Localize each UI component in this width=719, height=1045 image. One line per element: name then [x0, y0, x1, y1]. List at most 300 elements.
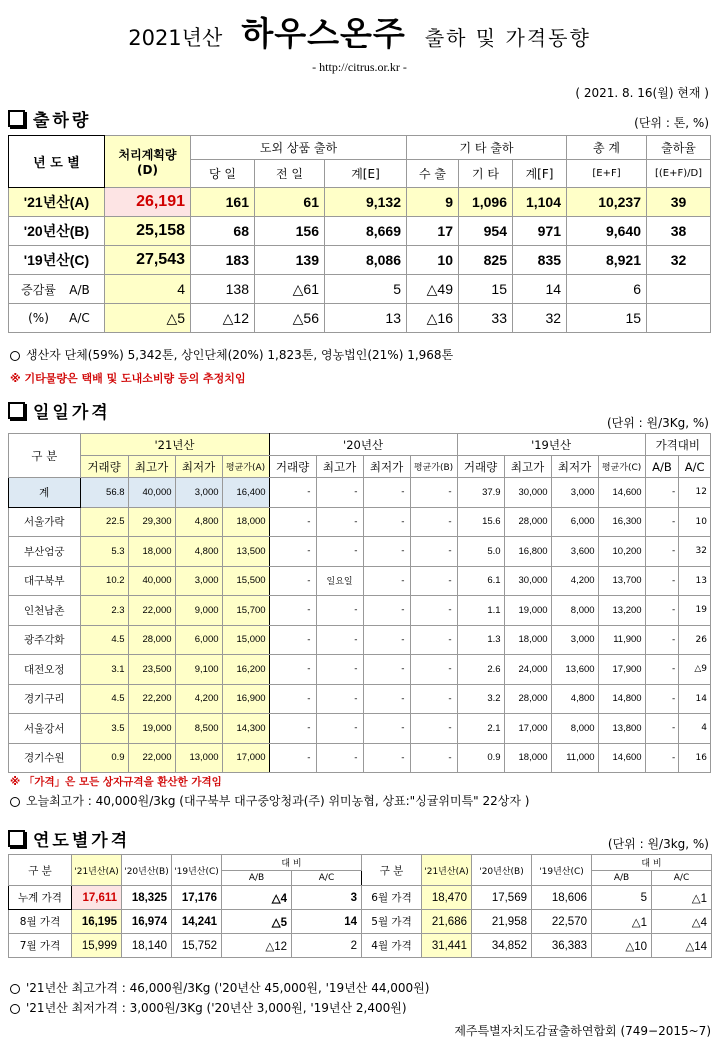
price-cell: -: [316, 714, 363, 744]
price-cell: 11,900: [598, 625, 645, 655]
header-avg-a: 평균가(A): [222, 456, 269, 478]
table-row: [9, 910, 712, 934]
price-cell: 10.2: [80, 566, 128, 596]
price-cell: -: [363, 684, 410, 714]
price-cell: 18,000: [128, 537, 175, 567]
price-cell: 3,000: [175, 566, 222, 596]
table-row: [9, 304, 711, 333]
price-note: ※ 「가격」은 모든 상자규격을 환산한 가격임: [10, 776, 222, 788]
price-cell: -: [645, 684, 679, 714]
price-cell: -: [269, 684, 316, 714]
price-cell: -: [645, 655, 679, 685]
day-cell: △12: [191, 304, 255, 333]
price-cell: 19,000: [128, 714, 175, 744]
rate-cell: 38: [647, 217, 711, 246]
table-row: [9, 655, 711, 685]
diff-label: 증감률 A/B: [9, 275, 105, 304]
day-cell: 138: [191, 275, 255, 304]
rate-cell: 32: [647, 246, 711, 275]
table-row: [9, 886, 712, 910]
price-cell: -: [316, 655, 363, 685]
price-cell: 18,000: [504, 625, 551, 655]
title-year: 2021년산: [128, 26, 223, 50]
price-cell: △14: [652, 934, 712, 958]
price-cell: 21,686: [422, 910, 472, 934]
price-cell: 21,958: [472, 910, 532, 934]
report-date: ( 2021. 8. 16(월) 현재 ): [575, 86, 709, 100]
price-cell: -: [316, 507, 363, 537]
daily-price-unit: (단위 : 원/3Kg, %): [606, 416, 709, 430]
header-avg-c: 평균가(C): [598, 456, 645, 478]
export-cell: 10: [407, 246, 459, 275]
sum-e-cell: 9,132: [325, 188, 407, 217]
price-cell: -: [363, 743, 410, 773]
price-cell: 1.1: [457, 596, 504, 626]
price-cell: 12: [679, 478, 711, 508]
price-cell: 2: [292, 934, 362, 958]
price-cell: 5: [592, 886, 652, 910]
shipment-table: [8, 135, 711, 333]
row-label: 계: [9, 478, 81, 508]
row-label: '19년산(C): [9, 246, 105, 275]
row-label: '20년산(B): [9, 217, 105, 246]
price-cell: 32: [679, 537, 711, 567]
today-max-note: 오늘최고가 : 40,000원/3kg (대구북부 대구중앙청과(주) 위미농협, 상표:"싱귤위미특" 22상자 ): [10, 792, 529, 809]
price-cell: 17,176: [172, 886, 222, 910]
total-cell: 9,640: [567, 217, 647, 246]
price-cell: 34,852: [472, 934, 532, 958]
header-ab: A/B: [592, 871, 652, 886]
header-other: 기 타 출하: [407, 136, 567, 160]
url-text: - http://citrus.or.kr -: [312, 60, 407, 74]
estimate-note: ※ 기타물량은 택배 및 도내소비량 등의 추정치임: [10, 372, 246, 385]
price-cell: 4,800: [175, 537, 222, 567]
price-cell: -: [316, 625, 363, 655]
row-label: 4월 가격: [362, 934, 422, 958]
prev-cell: △56: [255, 304, 325, 333]
day-cell: 183: [191, 246, 255, 275]
price-cell: -: [269, 566, 316, 596]
price-cell: 18,606: [532, 886, 592, 910]
sum-e-cell: 13: [325, 304, 407, 333]
header-y19: '19년산(C): [172, 855, 222, 886]
header-cmp: 가격대비: [645, 434, 710, 456]
header-hi: 최고가: [504, 456, 551, 478]
price-cell: 3.2: [457, 684, 504, 714]
circle-bullet-icon: [10, 1004, 20, 1014]
price-cell: 36,383: [532, 934, 592, 958]
header-lo: 최저가: [175, 456, 222, 478]
header-ac: A/C: [679, 456, 711, 478]
price-cell: 9,000: [175, 596, 222, 626]
price-cell: 14,241: [172, 910, 222, 934]
total-cell: 6: [567, 275, 647, 304]
prev-cell: △61: [255, 275, 325, 304]
price-cell: 19: [679, 596, 711, 626]
sum-e-cell: 8,086: [325, 246, 407, 275]
header-vol: 거래량: [457, 456, 504, 478]
header-prev: 전 일: [255, 160, 325, 188]
price-cell: 17,000: [504, 714, 551, 744]
price-cell: 16,900: [222, 684, 269, 714]
price-cell: 2.6: [457, 655, 504, 685]
price-cell: 13,600: [551, 655, 598, 685]
price-cell: 2.1: [457, 714, 504, 744]
price-cell: -: [316, 596, 363, 626]
price-cell: 40,000: [128, 566, 175, 596]
etc-cell: 825: [459, 246, 513, 275]
sum-f-cell: 14: [513, 275, 567, 304]
price-cell: △5: [222, 910, 292, 934]
price-cell: 30,000: [504, 478, 551, 508]
header-y21: '21년산: [80, 434, 269, 456]
price-cell: 5.3: [80, 537, 128, 567]
price-cell: 16,974: [122, 910, 172, 934]
table-row: [9, 537, 711, 567]
price-cell: 14,600: [598, 478, 645, 508]
row-label: 인천남촌: [9, 596, 81, 626]
header-y20: '20년산(B): [472, 855, 532, 886]
price-cell: 28,000: [128, 625, 175, 655]
price-cell: △4: [222, 886, 292, 910]
header-sum-e: 계[E]: [325, 160, 407, 188]
header-ab: A/B: [222, 871, 292, 886]
price-cell: 11,000: [551, 743, 598, 773]
header-outside: 도외 상품 출하: [191, 136, 407, 160]
producer-note: 생산자 단체(59%) 5,342톤, 상인단체(20%) 1,823톤, 영농법인(21%) 1,968톤: [10, 346, 453, 363]
plan-cell: 4: [105, 275, 191, 304]
price-cell: 2.3: [80, 596, 128, 626]
checkbox-square-icon: [8, 830, 25, 847]
yearly-price-unit: (단위 : 원/3kg, %): [607, 837, 709, 851]
export-cell: 17: [407, 217, 459, 246]
header-y19: '19년산(C): [532, 855, 592, 886]
price-cell: 10: [679, 507, 711, 537]
header-lo: 최저가: [363, 456, 410, 478]
price-cell: -: [410, 625, 457, 655]
price-cell: -: [269, 743, 316, 773]
price-cell: 24,000: [504, 655, 551, 685]
price-cell: 4.5: [80, 684, 128, 714]
section-shipment-title: 출하량: [8, 106, 91, 131]
price-cell: -: [410, 684, 457, 714]
price-cell: 14,600: [598, 743, 645, 773]
price-cell: 31,441: [422, 934, 472, 958]
price-cell: △10: [592, 934, 652, 958]
row-label: 누계 가격: [9, 886, 72, 910]
price-cell: -: [269, 714, 316, 744]
shipment-unit: (단위 : 톤, %): [634, 116, 709, 130]
diff-label: (%) A/C: [9, 304, 105, 333]
table-row: [9, 566, 711, 596]
sum-f-cell: 971: [513, 217, 567, 246]
header-day: 당 일: [191, 160, 255, 188]
price-cell: 3,600: [551, 537, 598, 567]
price-cell: 28,000: [504, 684, 551, 714]
header-hi: 최고가: [128, 456, 175, 478]
price-cell: 0.9: [457, 743, 504, 773]
header-y19: '19년산: [457, 434, 645, 456]
checkbox-square-icon: [8, 110, 25, 127]
price-cell: -: [363, 507, 410, 537]
header-rate: 출하율: [647, 136, 711, 160]
price-cell: 18,000: [504, 743, 551, 773]
table-row: [9, 217, 711, 246]
price-cell: 13,800: [598, 714, 645, 744]
price-cell: -: [269, 537, 316, 567]
price-cell: -: [269, 478, 316, 508]
rate-cell: [647, 275, 711, 304]
min-price-note: '21년산 최저가격 : 3,000원/3Kg ('20년산 3,000원, '19년산 2,400원): [10, 999, 407, 1016]
price-cell: 56.8: [80, 478, 128, 508]
price-cell: 19,000: [504, 596, 551, 626]
header-lo: 최저가: [551, 456, 598, 478]
price-cell: -: [316, 537, 363, 567]
price-cell: -: [316, 478, 363, 508]
price-cell: 3.5: [80, 714, 128, 744]
price-cell: -: [410, 537, 457, 567]
price-cell: 3.1: [80, 655, 128, 685]
table-row: [9, 188, 711, 217]
max-price-note: '21년산 최고가격 : 46,000원/3Kg ('20년산 45,000원, '19년산 44,000원): [10, 979, 429, 996]
price-cell: -: [645, 743, 679, 773]
price-cell: 37.9: [457, 478, 504, 508]
price-cell: 4,200: [175, 684, 222, 714]
day-cell: 161: [191, 188, 255, 217]
price-cell: 28,000: [504, 507, 551, 537]
plan-cell: 27,543: [105, 246, 191, 275]
table-row: [9, 684, 711, 714]
plan-cell: 26,191: [105, 188, 191, 217]
price-cell: -: [269, 596, 316, 626]
price-cell: 8,000: [551, 596, 598, 626]
header-total-sub: [E+F]: [567, 160, 647, 188]
table-row: [9, 625, 711, 655]
sum-f-cell: 32: [513, 304, 567, 333]
checkbox-square-icon: [8, 402, 25, 419]
price-cell: -: [645, 714, 679, 744]
circle-bullet-icon: [10, 351, 20, 361]
etc-cell: 1,096: [459, 188, 513, 217]
price-cell: 22,000: [128, 743, 175, 773]
header-hi: 최고가: [316, 456, 363, 478]
row-label: 경기구리: [9, 684, 81, 714]
price-cell: 5.0: [457, 537, 504, 567]
prev-cell: 156: [255, 217, 325, 246]
row-label: 5월 가격: [362, 910, 422, 934]
prev-cell: 61: [255, 188, 325, 217]
header-y21: '21년산(A): [72, 855, 122, 886]
export-cell: △16: [407, 304, 459, 333]
price-cell: 13,000: [175, 743, 222, 773]
header-y20: '20년산: [269, 434, 457, 456]
price-cell: -: [269, 625, 316, 655]
price-cell: 13,700: [598, 566, 645, 596]
price-cell: 15,000: [222, 625, 269, 655]
total-cell: 8,921: [567, 246, 647, 275]
price-cell: 1.3: [457, 625, 504, 655]
etc-cell: 15: [459, 275, 513, 304]
table-row: [9, 934, 712, 958]
title-sub: 출하 및 가격동향: [424, 26, 591, 50]
price-cell: △1: [592, 910, 652, 934]
price-cell: 15.6: [457, 507, 504, 537]
price-cell: △12: [222, 934, 292, 958]
price-cell: 3,000: [551, 625, 598, 655]
sum-e-cell: 8,669: [325, 217, 407, 246]
price-cell: 15,500: [222, 566, 269, 596]
row-label: 경기수원: [9, 743, 81, 773]
footer-org: 제주특별자치도감귤출하연합회 (749−2015~7): [454, 1024, 711, 1038]
price-cell: 3: [292, 886, 362, 910]
price-cell: 6,000: [175, 625, 222, 655]
price-cell: 16,400: [222, 478, 269, 508]
price-cell: 3,000: [551, 478, 598, 508]
header-cmp: 대 비: [222, 855, 362, 871]
price-cell: 14: [679, 684, 711, 714]
row-label: 6월 가격: [362, 886, 422, 910]
sum-e-cell: 5: [325, 275, 407, 304]
price-cell: 16,300: [598, 507, 645, 537]
section-daily-price-title: 일일가격: [8, 398, 111, 423]
day-cell: 68: [191, 217, 255, 246]
header-total: 총 계: [567, 136, 647, 160]
price-cell: 14,800: [598, 684, 645, 714]
price-cell: -: [645, 507, 679, 537]
price-cell: -: [363, 478, 410, 508]
price-cell: -: [645, 478, 679, 508]
header-sum-f: 계[F]: [513, 160, 567, 188]
price-cell: 0.9: [80, 743, 128, 773]
price-cell: 4.5: [80, 625, 128, 655]
price-cell: 10,200: [598, 537, 645, 567]
header-rate-sub: [(E+F)/D]: [647, 160, 711, 188]
price-cell: -: [410, 566, 457, 596]
total-cell: 10,237: [567, 188, 647, 217]
row-label: 8월 가격: [9, 910, 72, 934]
header-vol: 거래량: [269, 456, 316, 478]
circle-bullet-icon: [10, 984, 20, 994]
price-cell: 29,300: [128, 507, 175, 537]
price-cell: 26: [679, 625, 711, 655]
sum-f-cell: 1,104: [513, 188, 567, 217]
price-cell: 3,000: [175, 478, 222, 508]
price-cell: 40,000: [128, 478, 175, 508]
section-yearly-price-title: 연도별가격: [8, 826, 130, 851]
price-cell: -: [269, 507, 316, 537]
price-cell: △4: [652, 910, 712, 934]
price-cell: 15,999: [72, 934, 122, 958]
header-etc: 기 타: [459, 160, 513, 188]
price-cell: -: [363, 655, 410, 685]
header-y20: '20년산(B): [122, 855, 172, 886]
price-cell: -: [645, 625, 679, 655]
export-cell: △49: [407, 275, 459, 304]
price-cell: 17,000: [222, 743, 269, 773]
total-cell: 15: [567, 304, 647, 333]
table-row: [9, 743, 711, 773]
price-cell: 22,000: [128, 596, 175, 626]
price-cell: 4,800: [551, 684, 598, 714]
price-cell: -: [269, 655, 316, 685]
price-cell: △9: [679, 655, 711, 685]
price-cell: △1: [652, 886, 712, 910]
table-row: [9, 507, 711, 537]
header-gubun: 구 분: [9, 855, 72, 886]
plan-cell: △5: [105, 304, 191, 333]
price-cell: -: [363, 537, 410, 567]
price-cell: 13: [679, 566, 711, 596]
price-cell: 16,195: [72, 910, 122, 934]
price-cell: -: [645, 537, 679, 567]
header-cmp: 대 비: [592, 855, 712, 871]
row-label: '21년산(A): [9, 188, 105, 217]
price-cell: 14: [292, 910, 362, 934]
header-vol: 거래량: [80, 456, 128, 478]
price-cell: -: [363, 625, 410, 655]
header-ac: A/C: [292, 871, 362, 886]
price-cell: 18,000: [222, 507, 269, 537]
price-cell: 9,100: [175, 655, 222, 685]
price-cell: 16,800: [504, 537, 551, 567]
table-row: [9, 246, 711, 275]
header-gubun: 구 분: [362, 855, 422, 886]
header-export: 수 출: [407, 160, 459, 188]
price-cell: -: [410, 714, 457, 744]
yearly-price-table: [8, 854, 712, 958]
price-cell: -: [645, 596, 679, 626]
price-cell: 18,325: [122, 886, 172, 910]
plan-cell: 25,158: [105, 217, 191, 246]
price-cell: 18,140: [122, 934, 172, 958]
row-label: 광주각화: [9, 625, 81, 655]
row-label: 대전오정: [9, 655, 81, 685]
price-cell: 4,200: [551, 566, 598, 596]
sum-f-cell: 835: [513, 246, 567, 275]
price-cell: 6.1: [457, 566, 504, 596]
price-cell: -: [363, 566, 410, 596]
price-cell: 13,200: [598, 596, 645, 626]
table-row: [9, 478, 711, 508]
price-cell: 15,752: [172, 934, 222, 958]
header-ac: A/C: [652, 871, 712, 886]
page-title: [0, 8, 719, 55]
etc-cell: 33: [459, 304, 513, 333]
price-cell: 8,000: [551, 714, 598, 744]
row-label: 7월 가격: [9, 934, 72, 958]
price-cell: 17,900: [598, 655, 645, 685]
price-cell: 30,000: [504, 566, 551, 596]
price-cell: 8,500: [175, 714, 222, 744]
price-cell: -: [316, 684, 363, 714]
price-cell: 22.5: [80, 507, 128, 537]
price-cell: 13,500: [222, 537, 269, 567]
rate-cell: 39: [647, 188, 711, 217]
price-cell: 4,800: [175, 507, 222, 537]
price-cell: 22,570: [532, 910, 592, 934]
price-cell: 17,611: [72, 886, 122, 910]
table-row: [9, 714, 711, 744]
price-cell: -: [410, 507, 457, 537]
table-row: [9, 596, 711, 626]
price-cell: 18,470: [422, 886, 472, 910]
rate-cell: [647, 304, 711, 333]
header-gubun: 구 분: [9, 434, 81, 478]
price-cell: 일요일: [316, 566, 363, 596]
row-label: 서울가락: [9, 507, 81, 537]
price-cell: 17,569: [472, 886, 532, 910]
price-cell: 23,500: [128, 655, 175, 685]
